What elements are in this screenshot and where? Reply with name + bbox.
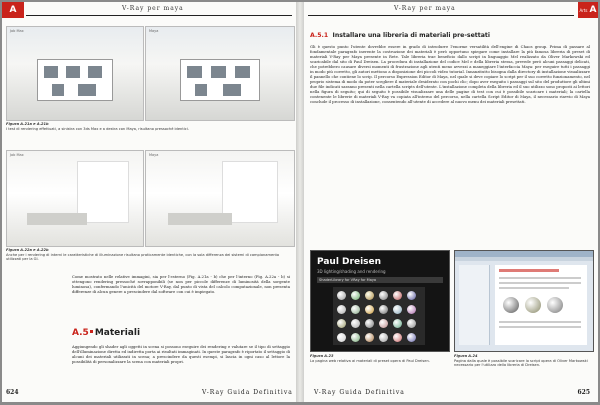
render-image-interior-maya <box>145 150 295 247</box>
header-rule <box>26 15 292 16</box>
left-page <box>2 2 296 402</box>
page-number-right: 625 <box>577 389 590 396</box>
footer-title-right: V-Ray Guida Definitiva <box>314 389 405 396</box>
running-header-right: V-Ray per maya <box>394 5 456 12</box>
header-rule <box>308 15 574 16</box>
render-image-exterior-maya <box>145 26 295 121</box>
screenshot-markowski-script-page <box>454 250 594 352</box>
browser-tabs <box>455 257 593 261</box>
image-label: Job Max <box>10 29 24 33</box>
page-sidebar <box>459 265 490 345</box>
figure-caption-3: Figura A.23 La pagina web relativa ai materiali di preset opera di Paul Dreisen. <box>310 354 430 363</box>
running-header-left: V-Ray per maya <box>122 5 184 12</box>
figure-caption-2: Figura A.22a e A.22b Anche per i rendering di interni le caratteristiche di illuminazione risultano praticamente identiche, con la sola differenza dei sistemi di campionamento utilizzati per la GI. <box>6 248 280 261</box>
material-preview-grid <box>333 287 425 345</box>
chapter-tab-left: A <box>2 2 24 18</box>
section-heading: A.5 Materiali <box>72 328 141 338</box>
book-spine <box>296 2 304 402</box>
right-page <box>304 2 598 402</box>
body-paragraph-1: Come mostrato nelle relative immagini, sia per l'esterno (Fig. A.21a - b) che per l'interno (Fig. A.22a - b) si ottengono rendering pressoché sovrapponibili (se non per piccole differenze di luminosità della sorgente luminosa), confermando l'unicità del motore V-Ray, dal punto di vista del calcolo computazionale, non presenta differenze di alcun genere a prescindere dal software con cui è impiegato. <box>72 274 290 294</box>
figure-caption-4: Figura A.24 Pagina dalla quale è possibile scaricare lo script opera di Oliver Markowski necessario per l'utilizzo della libreria di Dreisen. <box>454 354 588 367</box>
image-label: Maya <box>149 153 159 157</box>
site-subtitle: 3D lighting/shading and rendering <box>317 269 386 274</box>
page-number-left: 624 <box>6 389 19 396</box>
house-shape <box>37 59 113 101</box>
library-bar: ShaderLibrary for VRay for Maya <box>317 277 443 283</box>
body-paragraph: Gli è questo punto l'utente dovrebbe essere in grado di introdurre l'enorme versatilità dell'engine di Chaos group. Prima di passare al fondamentale paragrafo inerente la costruzione dei materiali è però opportuno spiegare come installare la più famosa libreria di preset di materiali V-Ray per Maya presente in Rete. Tale libreria trae beneficio dallo script in linguaggio Mel realizzato da Oliver Markowski ed scaricabile dal sito di Paul Dreisen. La procedura di installazione del codice Mel e della libreria stessa, prevede però alcuni passaggi delicati, che potrebbero causare diversi momenti di frustrazione agli utenti meno avvezzi a maneggiare l'interfaccia Maya: per eseguire tutti i passaggi in modo più corretto, gli autori mettono a disposizione dei piccoli video tutorial. Innanzitutto bisogna dalla directory di installazione visualizzare il pannello che contiene lo scrip. Il percorso Expression Editor di Maya, nel quale si deve copiare lo script per il suo corretto funzionamento, nel proprio sistema di modo da poter scegliere il materiale desiderato con pochi clic; dopo aver eseguito i passaggi sul sito del produttore gli ultimi due file indicati saranno presenti nella cartella scripts dell'utente. L'installazione completa della libreria ed il suo utilizzo sono proposti ai lettori nella figura di seguito; qui di seguito è possibile visualizzare una delle pagine di test con cui è possibile scaricare i materiali; la cartella contenente le librerie di materiali V-Ray va copiata all'interno del percorso, nella cartella Script Editor di Maya, il necessario riavvio di Maya conclude il processo di installazione, consentendo all'utente di accedere al nuovo menu dei materiali presettati. <box>310 44 590 104</box>
screenshot-paul-dreisen-site <box>310 250 450 352</box>
image-label: Maya <box>149 29 159 33</box>
house-shape <box>180 59 260 101</box>
footer-title-left: V-Ray Guida Definitiva <box>202 389 293 396</box>
render-image-interior-max <box>6 150 144 247</box>
render-image-exterior-max <box>6 26 144 121</box>
figure-caption-1: Figura A.21a e A.21b I test di rendering effettuati, a sinistra con 3ds Max e a destra con Maya, risultano pressoché identici. <box>6 122 189 131</box>
image-label: Job Max <box>10 153 24 157</box>
site-title: Paul Dreisen <box>317 257 382 267</box>
page-content <box>495 265 587 345</box>
chapter-tab-right: Arts A <box>578 2 598 18</box>
body-paragraph-2: Aggiungendo gli shader agli oggetti in scena si possono eseguire dei rendering e valutare se il tipo di settaggio dell'illuminazione diretta ed indiretta porta ai risultati immaginati. In queste paragrafo è riportato il settaggio di alcuni dei materiali utilizzati in scena; a prescindere da questi esempi, si lascia in ogni caso al lettore la possibilità di personalizzare la scena con materiali propri. <box>72 344 290 364</box>
subsection-heading: A.5.1 Installare una libreria di materiali pre-settati <box>310 32 490 39</box>
